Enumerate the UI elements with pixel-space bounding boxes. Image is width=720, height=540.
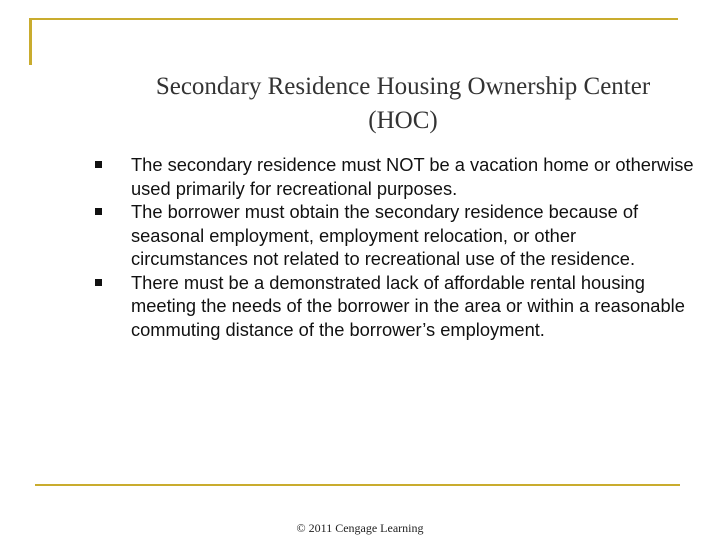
copyright-footer: © 2011 Cengage Learning: [296, 521, 424, 535]
slide-title-line-2: (HOC): [368, 107, 438, 134]
square-bullet-icon: [95, 208, 102, 215]
top-accent-line: [31, 18, 678, 20]
bullet-item: [95, 271, 695, 342]
square-bullet-icon: [95, 161, 102, 168]
bullet-text: The borrower must obtain the secondary residence because of seasonal employment, employment relocation, or other circumstances not related to recreational use of the residence.: [131, 201, 639, 269]
slide-title-line-1: Secondary Residence Housing Ownership Center: [155, 73, 651, 100]
square-bullet-icon: [95, 279, 102, 286]
left-accent-line: [29, 18, 32, 65]
bullet-item: [95, 200, 695, 271]
bullet-text: There must be a demonstrated lack of affordable rental housing meeting the needs of the borrower in the area or within a reasonable commuting distance of the borrower’s employment.: [131, 271, 685, 340]
slide-title: [110, 70, 696, 138]
bottom-accent-line: [35, 484, 680, 486]
bullet-text: The secondary residence must NOT be a vacation home or otherwise used primarily for recreational purposes.: [131, 154, 694, 199]
bullet-item: [95, 153, 695, 200]
bullet-list: [95, 153, 695, 341]
